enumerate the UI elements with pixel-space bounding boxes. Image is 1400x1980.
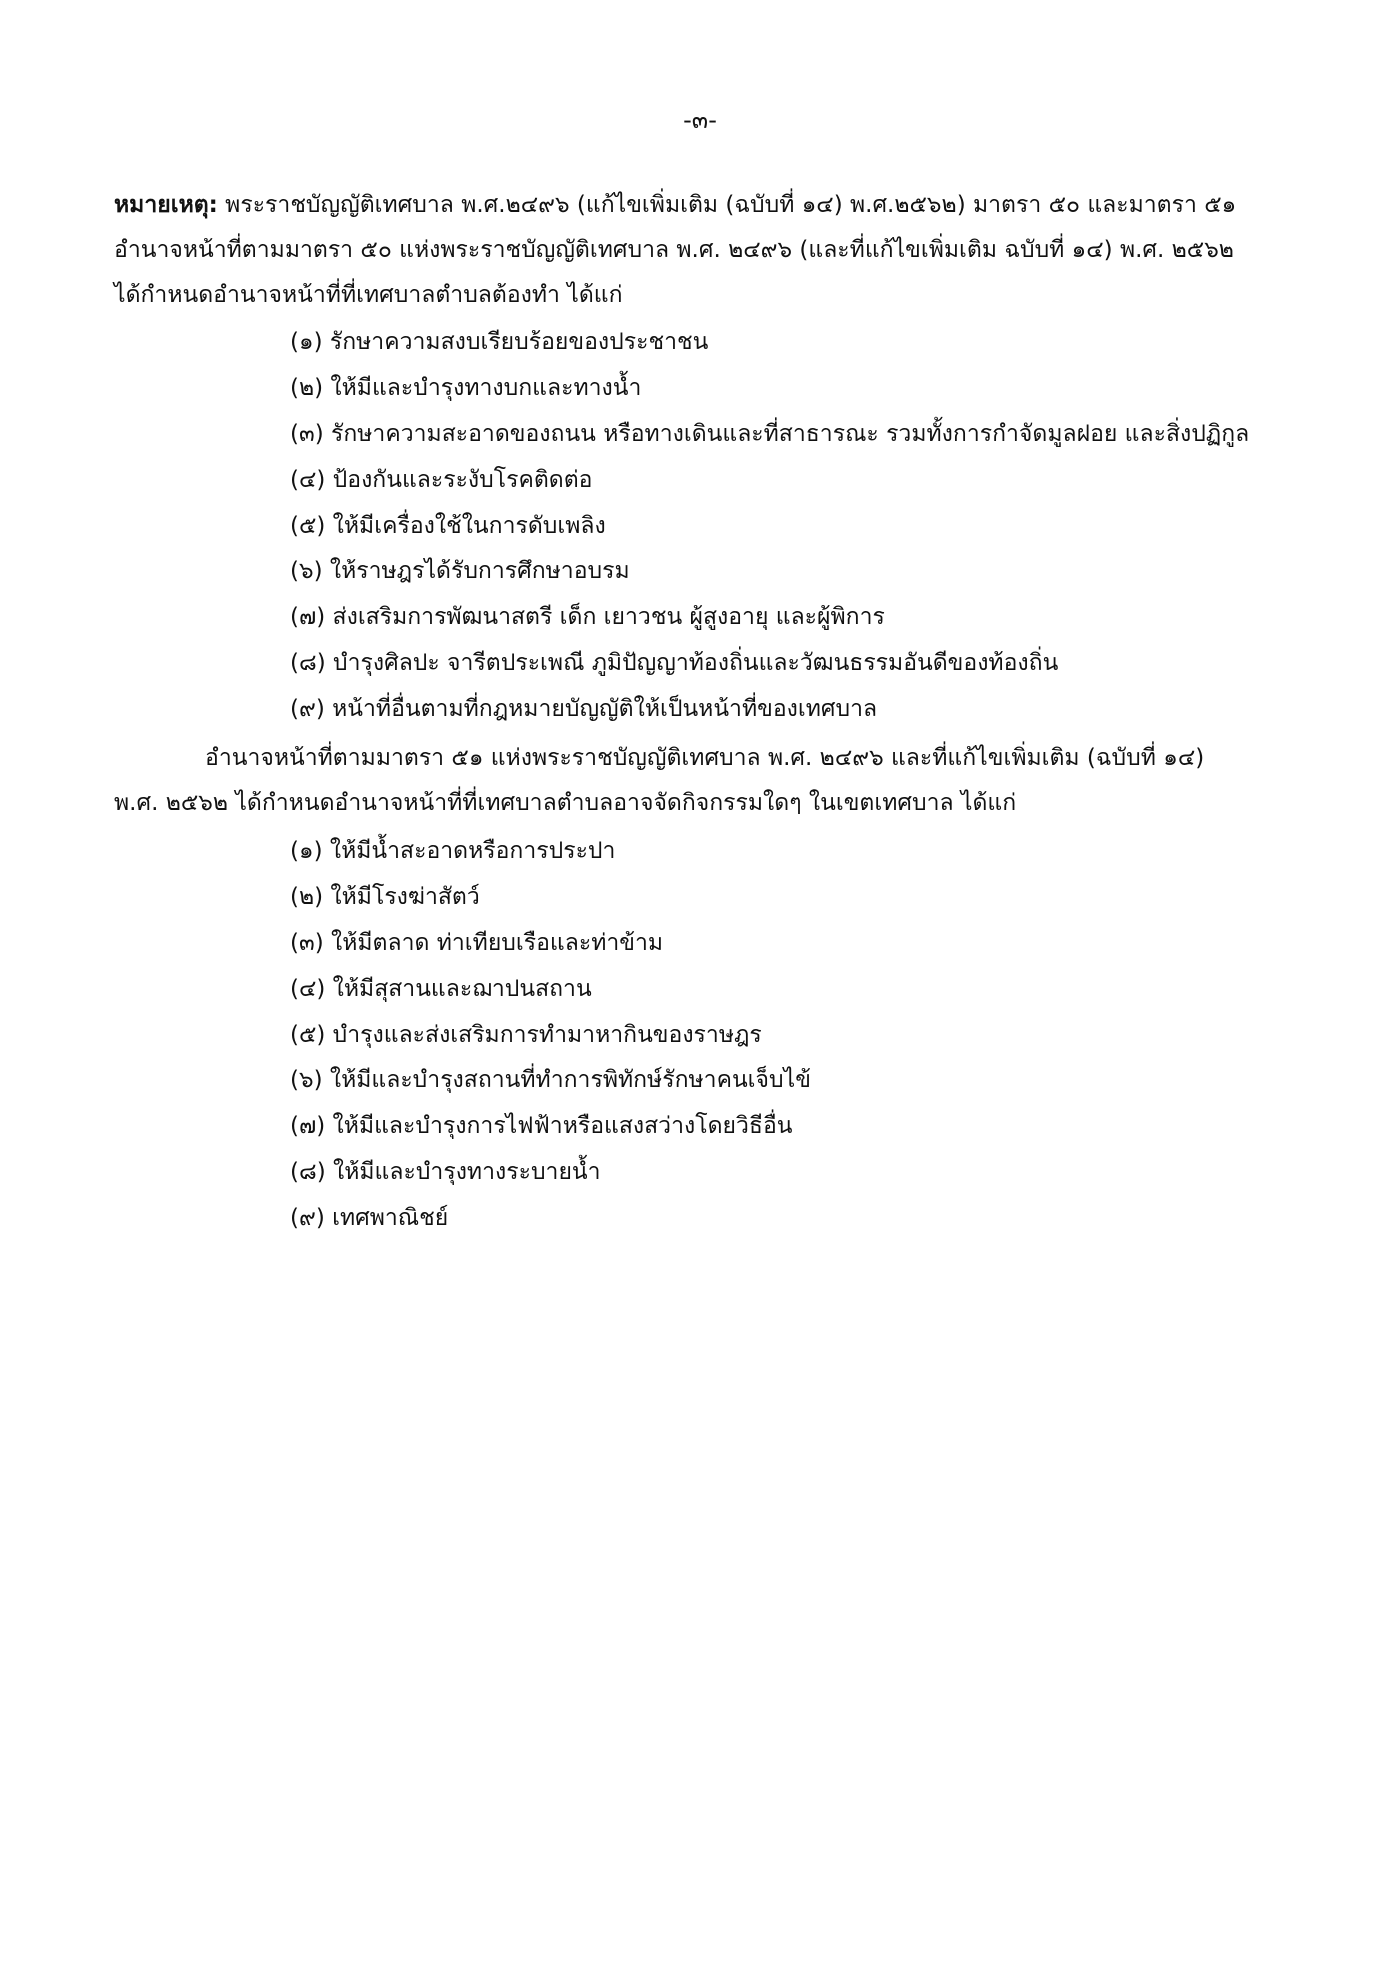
section-51-item: (๑) ให้มีน้ำสะอาดหรือการประปา — [290, 838, 616, 864]
section-51-item: (๘) ให้มีและบำรุงทางระบายน้ำ — [290, 1159, 601, 1186]
section-51-line-2: พ.ศ. ๒๕๖๒ ได้กำหนดอำนาจหน้าที่ที่เทศบาลตำบลอาจจัดกิจกรรมใดๆ ในเขตเทศบาล ได้แก่ — [114, 790, 1017, 816]
section-51-item: (๓) ให้มีตลาด ท่าเทียบเรือและท่าข้าม — [290, 929, 664, 956]
section-50-item: (๓) รักษาความสะอาดของถนน หรือทางเดินและที่สาธารณะ รวมทั้งการกำจัดมูลฝอย และสิ่งปฏิกูล — [290, 420, 1250, 447]
section-50-item: (๑) รักษาความสงบเรียบร้อยของประชาชน — [290, 329, 709, 355]
section-50-item: (๙) หน้าที่อื่นตามที่กฎหมายบัญญัติให้เป็นหน้าที่ของเทศบาล — [290, 696, 878, 723]
section-50-item: (๖) ให้ราษฎรได้รับการศึกษาอบรม — [290, 558, 630, 585]
section-51-item: (๖) ให้มีและบำรุงสถานที่ทำการพิทักษ์รักษาคนเจ็บไข้ — [290, 1067, 811, 1094]
section-50-item: (๗) ส่งเสริมการพัฒนาสตรี เด็ก เยาวชน ผู้สูงอายุ และผู้พิการ — [290, 604, 885, 631]
section-51-item: (๒) ให้มีโรงฆ่าสัตว์ — [290, 883, 480, 910]
section-51-line-1: อำนาจหน้าที่ตามมาตรา ๕๑ แห่งพระราชบัญญัติเทศบาล พ.ศ. ๒๔๙๖ และที่แก้ไขเพิ่มเติม (ฉบับที่ ๑๔) — [205, 745, 1205, 771]
note-line-1-text: พระราชบัญญัติเทศบาล พ.ศ.๒๔๙๖ (แก้ไขเพิ่มเติม (ฉบับที่ ๑๔) พ.ศ.๒๕๖๒) มาตรา ๕๐ และมาตรา ๕๑ — [217, 192, 1237, 218]
section-51-item: (๗) ให้มีและบำรุงการไฟฟ้าหรือแสงสว่างโดยวิธีอื่น — [290, 1113, 793, 1140]
section-51-item: (๕) บำรุงและส่งเสริมการทำมาหากินของราษฎร — [290, 1021, 762, 1048]
section-50-item: (๔) ป้องกันและระงับโรคติดต่อ — [290, 466, 593, 493]
section-50-item: (๘) บำรุงศิลปะ จารีตประเพณี ภูมิปัญญาท้องถิ่นและวัฒนธรรมอันดีของท้องถิ่น — [290, 650, 1059, 677]
section-51-item: (๙) เทศพาณิชย์ — [290, 1205, 449, 1232]
section-51-item: (๔) ให้มีสุสานและฌาปนสถาน — [290, 975, 592, 1002]
note-line-2: อำนาจหน้าที่ตามมาตรา ๕๐ แห่งพระราชบัญญัติเทศบาล พ.ศ. ๒๔๙๖ (และที่แก้ไขเพิ่มเติม ฉบับที่ ๑๔) พ.ศ. ๒๕๖๒ — [114, 237, 1234, 263]
page-number: -๓- — [683, 106, 717, 134]
note-line-1 — [114, 188, 1236, 222]
section-51-duties-list — [290, 834, 811, 1247]
section-50-duties-list — [290, 325, 1249, 738]
note-label: หมายเหตุ: — [114, 192, 218, 218]
section-50-item: (๕) ให้มีเครื่องใช้ในการดับเพลิง — [290, 512, 606, 539]
section-50-item: (๒) ให้มีและบำรุงทางบกและทางน้ำ — [290, 374, 642, 401]
note-line-3: ได้กำหนดอำนาจหน้าที่ที่เทศบาลตำบลต้องทำ ได้แก่ — [114, 282, 623, 308]
